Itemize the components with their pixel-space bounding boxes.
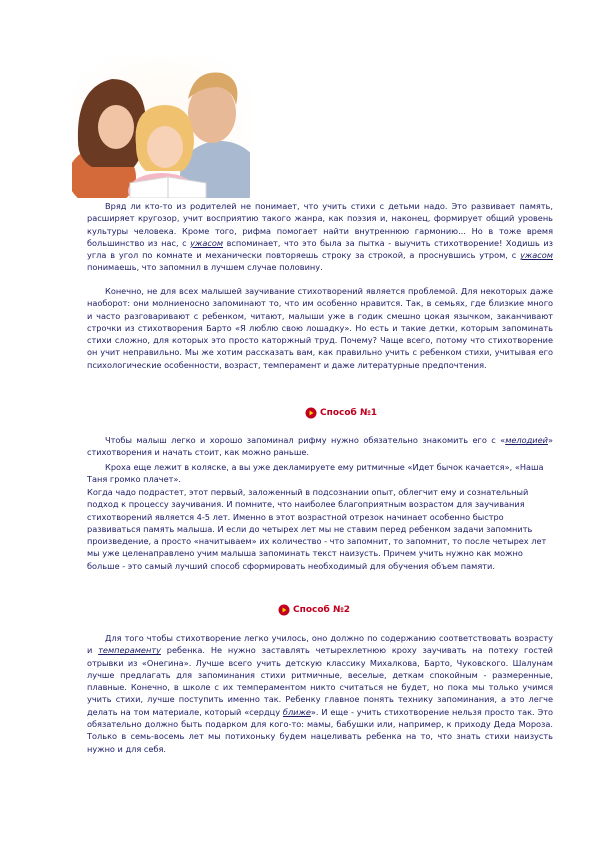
- text-run: » стихотворения и начать стоит, как можно раньше.: [87, 435, 553, 458]
- section-heading-2-text: Способ №2: [293, 605, 351, 615]
- text-run: вспоминает, что это была за пытка - выучить стихотворение! Ходишь из угла в угол по комнате и механически повторяешь строку за строкой, а проснувшись утром, с: [87, 237, 553, 261]
- paragraph-not-for-all: Конечно, не для всех малышей заучивание стихотворений является проблемой. Для некоторых даже наоборот: они молниеносно запоминают то, что им особенно нравится. Так, в семьях, где близкие много и часто разговаривают с ребенком, читают, малыши уже в годик смешно цокая язычком, заканчивают строчки из стихотворения Барто «Я люблю свою лошадку». Но есть и такие детки, которым запоминать стихи сложно, для которых это просто каторжный труд. Почему? Чаще всего, потому что стихотворение он учит неправильно. Мы же хотим рассказать вам, как правильно учить с ребенком стихи, учитывая его психологические особенности, возраст, темперамент и даже литературные предпочтения.: [87, 286, 553, 370]
- paragraph-intro: [87, 200, 553, 274]
- paragraph-stroller: Кроха еще лежит в коляске, а вы уже декламируете ему ритмичные «Идет бычок качается», «Наша Таня громко плачет».: [87, 462, 544, 485]
- paragraph-age: Когда чадо подрастет, этот первый, заложенный в подсознании опыт, облегчит ему и сознательный подход к процессу заучивания. И помните, что наиболее благоприятным возрастом для заучивания стихотворений является 4-5 лет. Именно в этот возрастной отрезок начинает особенно быстро развиваться память малыша. И если до четырех лет мы не ставим перед ребенком задачи запомнить произведение, а просто «начитываем» их количество - что запомнит, то запомнит, то после четырех лет мы уже целенаправлено учим малыша запоминать текст наизусть. Причем учить нужно как можно больше - это самый лучший способ сформировать необходимый для обучения объем памяти.: [87, 487, 547, 571]
- link-horror[interactable]: ужасом: [190, 237, 224, 248]
- arrow-bullet-icon: [278, 604, 290, 616]
- paragraph-temperament: [87, 632, 553, 755]
- family-reading-photo: [72, 55, 250, 198]
- text-run: Для того чтобы стихотворение легко училось, оно должно по содержанию соответствовать возрасту и: [87, 633, 553, 656]
- section-heading-2: [278, 603, 350, 617]
- arrow-bullet-icon: [305, 407, 317, 419]
- section-heading-1-text: Способ №1: [320, 408, 378, 418]
- text-run: Чтобы малыш легко и хорошо запоминал рифму нужно обязательно знакомить его с «: [105, 435, 506, 445]
- paragraph-melody: [87, 434, 553, 459]
- text-run: ». И еще - учить стихотворение нельзя просто так. Это обязательно должно быть подарком для кого-то: мамы, бабушки или, например, к приходу Деда Мороза. Только в семь-восемь лет мы потихоньку будем нацеливать ребенка на то, что знать стихи наизусть нужно и для себя.: [87, 706, 553, 754]
- link-horror-2[interactable]: ужасом: [520, 250, 553, 261]
- link-temperament[interactable]: темпераменту: [98, 645, 161, 656]
- link-melody[interactable]: мелодией: [505, 435, 548, 445]
- text-run: Вряд ли кто-то из родителей не понимает, что учить стихи с детьми надо. Это развивает память, расширяет кругозор, учит восприятию такого жанра, как поэзия и, наконец, формирует общий уровень культуры человека. Кроме того, рифма помогает найти внутреннюю гармонию... Но в тоже время большинство из нас, с: [87, 201, 553, 248]
- link-closer[interactable]: ближе: [282, 706, 311, 717]
- text-run: понимаешь, что запомнил в лучшем случае половину.: [87, 262, 323, 273]
- text-run: ребенка. Не нужно заставлять четырехлетнюю кроху заучивать на потеху гостей отрывки из «Онегина». Лучше всего учить детскую классику Михалкова, Барто, Чуковского. Шалунам лучше предлагать для запоминания стихи ритмичные, веселые, деткам спокойным - размеренные, плавные. Конечно, в школе с их темпераментом никто считаться не будет, но пока мы только учимся учить стихи, лучше поступить именно так. Ребенку главное понять технику запоминания, а это легче делать на том материале, который «сердцу: [87, 645, 553, 717]
- section-heading-1: [305, 406, 377, 420]
